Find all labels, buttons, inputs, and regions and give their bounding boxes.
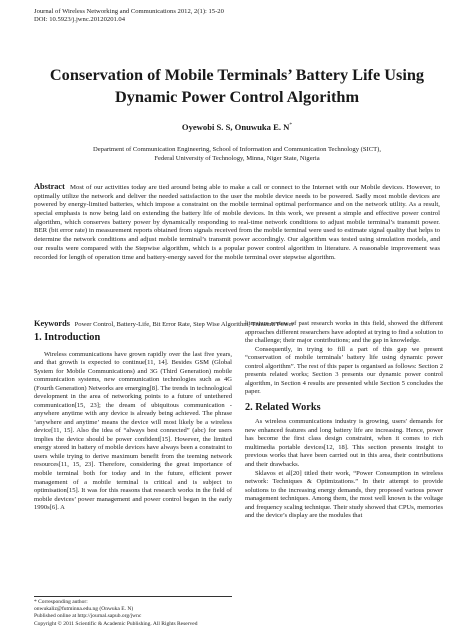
doi-line: DOI: 10.5923/j.jwnc.20120201.04 xyxy=(34,16,126,24)
abstract-text: Most of our activities today are tied around being able to make a call or connect to the Internet with our Mobile devices. However, to optimally utilize the network and deliver the needed satisfaction to the user the mobile device needs to be powered. Sadly most mobile devices are powered by energy-limited batteries, which impose a constraint on the mobile terminal optimal performance and on the network utility. As a result, special emphasis is now being laid on extending the battery life of mobile devices. In this work, we present a simple and effective power control algorithm, which conserves battery power by dynamically responding to real-time network conditions to adjust mobile terminal’s transmit power. BER (bit error rate) in measurement reports obtained from signals received from the mobile terminal were used to estimate signal quality that helps to determine the network conditions and adjust mobile terminal’s transmit power accordingly. Our algorithm was tested using simulation models, and our results were compared with the Stepwise algorithm, which is a popular power control algorithm in literature. A reasonable improvement was recorded for length of operation time and battery-energy saved for the mobile terminal over stepwise algorithm. xyxy=(34,184,440,261)
section-2-paragraph-1: As wireless communications industry is growing, users' demands for new enhanced features and long battery life are increasing. Hence, power has become the first class design constraint, when it comes to rich multimedia portable devices[12, 18]. This section presents insight to previous works that have been carried out in this area, their contributions and their drawbacks. xyxy=(245,418,443,468)
paper-title: Conservation of Mobile Terminals’ Battery Life Using Dynamic Power Control Algorithm xyxy=(49,65,425,106)
journal-header xyxy=(34,8,224,25)
right-column xyxy=(245,320,443,521)
keywords-text: Power Control, Battery-Life, Bit Error Rate, Step Wise Algorithm, Transmit Power xyxy=(74,321,294,328)
footnote-corresponding: * Corresponding author: xyxy=(34,599,88,605)
affiliation xyxy=(30,146,444,163)
section-2-heading: 2. Related Works xyxy=(245,401,321,413)
section-1-paragraph: Wireless communications have grown rapidly over the last five years, and that growth is expected to continue[11, 14]. Besides GSM (Global System for Mobile Communications) and 3G (Third Generation) mobile communication systems, new communication technologies such as 4G (Fourth Generation) Networks are emerging[8]. The trends in technological development in the area of networking points to a future of untethered communication[15, 23]; the dream of ubiquitous communication - anywhere anytime with any device is already being achieved. The phrase ‘anywhere and anytime’ means the device will most likely be a wireless device[11, 15]. Also the idea of “always best connected” (abc) for users implies the device should be power confident[15]. However, the limited energy stored in battery of mobile devices have always been a constraint to users while trying to derive maximum benefit from the teeming network resources[11, 15, 23]. Therefore, considering the great importance of mobile terminal both for today and in the future, efficient power management of a mobile terminal is critical and is subject to optimisation[15]. It was for this reasons that research works in the field of mobile devices’ power management and power control began in the early 1990s[6]. A xyxy=(34,350,232,512)
affiliation-line-2: Federal University of Technology, Minna, Niger State, Nigeria xyxy=(154,154,320,162)
footnote xyxy=(34,596,232,628)
intro-outline-paragraph: Consequently, in trying to fill a part of this gap we present “conservation of mobile terminals’ battery life using dynamic power control algorithm”. The rest of this paper is organised as follows: Section 2 presents related works; Section 3 presents our dynamic power control algorithm, in Section 4 results are presented while Section 5 concludes the paper. xyxy=(245,345,443,396)
affiliation-line-1: Department of Communication Engineering, School of Information and Communication Technology (SICT), xyxy=(92,146,382,153)
intro-continued-paragraph: literature review of past research works in this field, showed the different approaches different researchers have adopted at trying to find a solution to the challenge; their major contributions; and the gap in knowledge. xyxy=(245,320,443,345)
abstract-label: Abstract xyxy=(34,182,65,191)
footnote-email: onwukaliz@futminna.edu.ng (Onwuka E. N) xyxy=(34,606,134,613)
abstract-block xyxy=(34,183,440,262)
author-line xyxy=(0,122,474,132)
corresponding-author-mark: * xyxy=(289,122,293,129)
footnote-published: Published online at http://journal.sapub.org/jwnc xyxy=(34,613,142,620)
left-column xyxy=(34,326,232,513)
journal-citation: Journal of Wireless Networking and Communications 2012, 2(1): 15-20 xyxy=(34,8,224,15)
keywords-label: Keywords xyxy=(34,319,70,328)
section-2-paragraph-2: Sklavos et al[20] titled their work, “Power Consumption in wireless network: Techniques & Optimizations.” In their attempt to provide solutions to the increasing energy demands, they proposed various power management techniques. Among them, the most well known is the voltage and frequency scaling technique. Their study showed that CPUs, memories and the device’s display are the modules that xyxy=(245,469,443,520)
section-1-heading: 1. Introduction xyxy=(34,332,101,343)
authors-names: Oyewobi S. S, Onuwuka E. N xyxy=(181,122,290,132)
footnote-copyright: Copyright © 2011 Scientific & Academic Publishing. All Rights Reserved xyxy=(34,620,198,627)
